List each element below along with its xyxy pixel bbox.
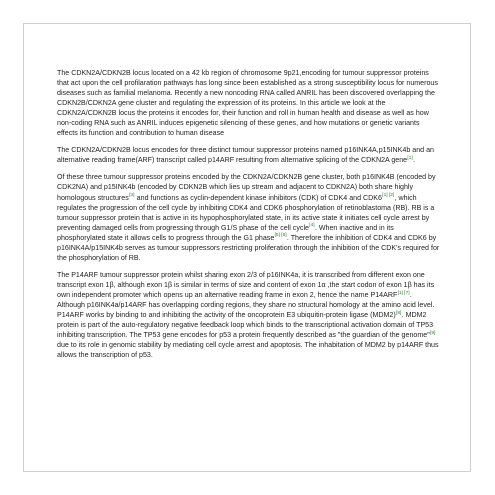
paragraph-text: . MDM2 protein is part of the auto-regulatory negative feedback loop which binds to the transcriptional activation domain of TP53 inhibiting transcription. The TP53 gene encodes for p53 a protein frequently described as "the guardian of the genome" [57,311,434,340]
document-page [23,23,471,472]
paragraph-text: The CDKN2A/CDKN2B locus encodes for three distinct tumour suppressor proteins named p16INK4A,p15INK4b and an alternative reading frame(ARF) transcript called p14ARF resulting from alternative splicing of the CDKN2A gene [57,146,434,165]
citation-link[interactable]: [4] [309,223,315,229]
paragraph-text: , which regulates the progression of the cell cycle by inhibiting CDK4 and CDK6 phosphorylation of retinoblastoma (RB). RB is a tumour suppressor protein that is active in its hypophosphorylated state, in its active state it initiates cell cycle arrest by preventing damaged cells from progressing through G1/S phase of the cell cycle [57,193,435,232]
article-body [57,68,440,367]
citation-link[interactable]: [1] [7] [397,290,410,296]
citation-link[interactable]: [1] [407,156,413,162]
paragraph-intro [57,68,440,138]
paragraph-p14arf [57,270,440,360]
citation-link[interactable]: [3] [129,193,135,199]
paragraph-text: . [413,156,416,165]
paragraph-text: . Therefore the inhibition of CDK4 and CDK6 by p16INK4A/p15INK4b serves as tumour suppressors restricting proliferation through the inhibition of the CDK's required for the phosphorylation of RB. [57,233,440,262]
paragraph-text: The P14ARF tumour suppressor protein whilst sharing exon 2/3 of p16INK4a, it is transcribed from different exon one transcript exon 1β, although exon 1β is similar in terms of size and content of exon 1α ,the start codon of exon 1β has its own independent promoter which opens up an alternative reading frame in exon 2, hence the name P14ARF [57,270,435,299]
paragraph-text: and functions as cyclin-dependent kinase inhibitors (CDK) of CDK4 and CDK6 [134,193,382,202]
citation-link[interactable]: [5] [6] [274,233,287,239]
paragraph-text: The CDKN2A/CDKN2B locus located on a 42 kb region of chromosome 9p21,encoding for tumour suppressor proteins that act upon the cell profilaration pathways has long since been established as a strong susceptibility locus for numerous diseases such as familial melanoma. Recently a new noncoding RNA called ANRIL has been discovered overlapping the CDKN2B/CDKN2A gene cluster and regulating the expression of its proteins. In this article we look at the CDKN2A/CDKN2B locus the proteins it encodes for, their function and roll in human health and disease as well as how non-coding RNA such as ANRIL induces epigenetic silencing of these genes, and how mutations or genetic variants effects its function and contribution to human disease [57,69,438,138]
paragraph-text: . Although p16INK4a/p14ARF has overlapping cording regions, they share no structural homology at the amino acid level. P14ARF works by binding to and inhibiting the activity of the oncoprotein E3 ubiquitin-protein ligase (MDM2) [57,290,435,320]
paragraph-text: due to its role in genomic stability by mediating cell cycle arrest and apoptosis. The inhabitation of MDM2 by p14ARF thus allows the transcription of p53. [57,341,439,360]
paragraph-proteins [57,172,440,262]
citation-link[interactable]: [1] [2] [382,193,395,199]
citation-link[interactable]: [8] [396,310,402,316]
paragraph-text: Of these three tumour suppressor proteins encoded by the CDKN2A/CDKN2B gene cluster, both p16INK4B (encoded by CDK2NA) and p15INK4b (encoded by CDKN2B which lies up stream and adjacent to CDKN2A) both share highly homologous structures [57,173,436,202]
paragraph-locus [57,145,440,165]
paragraph-text: . When inactive and in its phosphorylated state it allows cells to progress through the G1 phase [57,223,394,242]
citation-link[interactable]: [9] [430,330,436,336]
